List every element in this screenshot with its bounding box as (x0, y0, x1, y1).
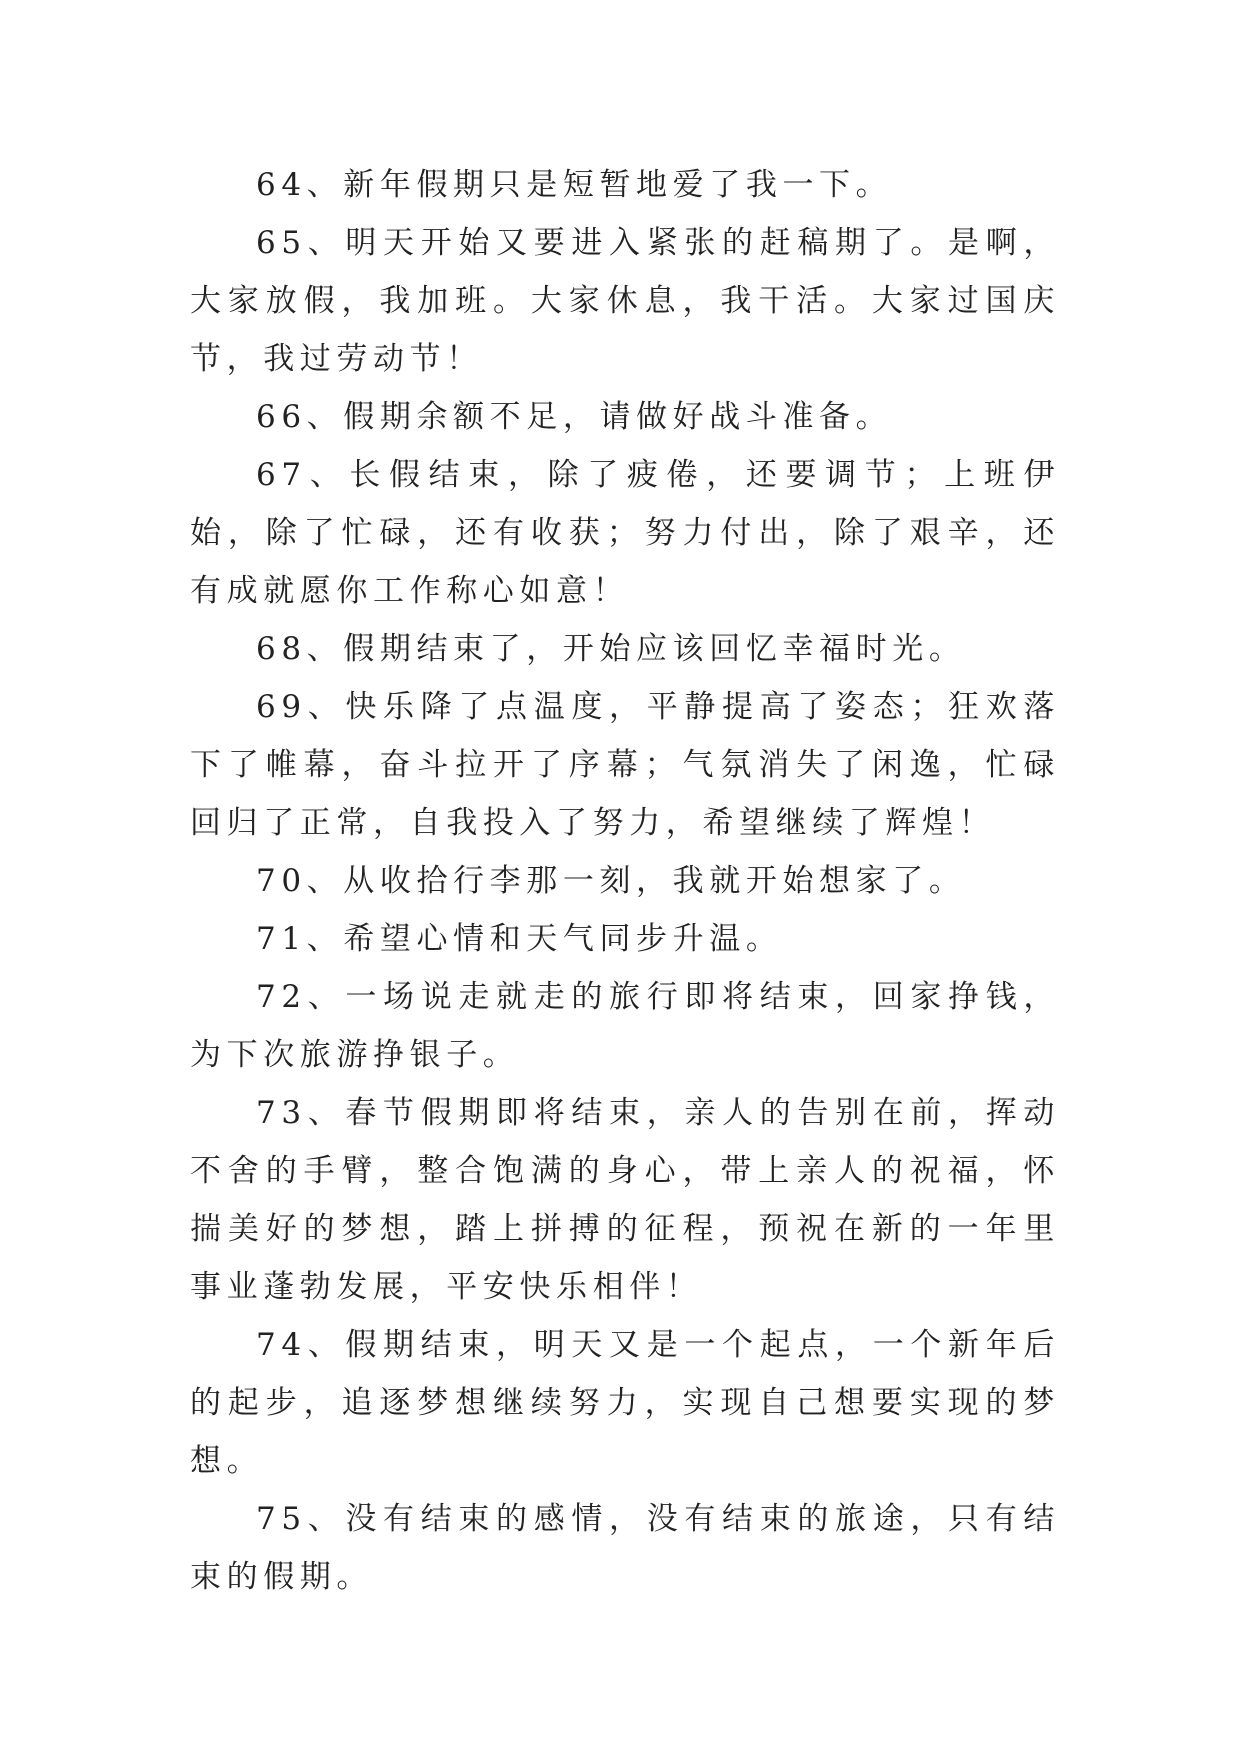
paragraph-64: 64、新年假期只是短暂地爱了我一下。 (256, 167, 893, 203)
paragraph-75: 75、没有结束的感情，没有结束的旅途，只有结束的假期。 (190, 1501, 1060, 1595)
paragraph-73: 73、春节假期即将结束，亲人的告别在前，挥动不舍的手臂，整合饱满的身心，带上亲人的祝福，怀揣美好的梦想，踏上拼搏的征程，预祝在新的一年里事业蓬勃发展，平安快乐相伴！ (190, 1095, 1060, 1305)
paragraph-68: 68、假期结束了，开始应该回忆幸福时光。 (256, 631, 966, 667)
paragraph-69: 69、快乐降了点温度，平静提高了姿态；狂欢落下了帷幕，奋斗拉开了序幕；气氛消失了闲逸，忙碌回归了正常，自我投入了努力，希望继续了辉煌！ (190, 689, 1060, 841)
paragraph-65: 65、明天开始又要进入紧张的赶稿期了。是啊，大家放假，我加班。大家休息，我干活。大家过国庆节，我过劳动节！ (190, 225, 1060, 377)
paragraph-67: 67、长假结束，除了疲倦，还要调节；上班伊始，除了忙碌，还有收获；努力付出，除了艰辛，还有成就愿你工作称心如意！ (190, 457, 1060, 609)
document-body (190, 156, 1060, 1606)
paragraph-66: 66、假期余额不足，请做好战斗准备。 (256, 399, 893, 435)
paragraph-74: 74、假期结束，明天又是一个起点，一个新年后的起步，追逐梦想继续努力，实现自己想要实现的梦想。 (190, 1327, 1060, 1479)
paragraph-70: 70、从收拾行李那一刻，我就开始想家了。 (256, 863, 966, 899)
paragraph-72: 72、一场说走就走的旅行即将结束，回家挣钱，为下次旅游挣银子。 (190, 979, 1060, 1073)
paragraph-71: 71、希望心情和天气同步升温。 (256, 921, 783, 957)
